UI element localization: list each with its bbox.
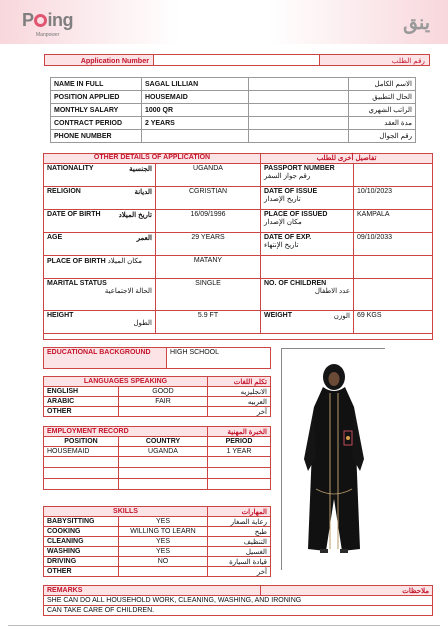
skill-cooking-ar: طبخ	[208, 527, 271, 537]
issue-date-label: DATE OF ISSUE	[264, 188, 318, 195]
application-number-value	[154, 54, 320, 66]
nationality-label-ar: الجنسية	[129, 166, 152, 173]
height-value: 5.9 FT	[156, 311, 261, 334]
other-details-table	[43, 153, 433, 340]
company-logo: P ing	[22, 10, 74, 30]
basic-info-table	[50, 77, 416, 143]
children-label-ar: عدد الاطفال	[314, 288, 350, 295]
place-issued-label-ar: مكان الإصدار	[264, 219, 302, 226]
languages-table	[43, 376, 271, 417]
employment-title: EMPLOYMENT RECORD	[44, 427, 208, 437]
education-table	[43, 347, 271, 369]
name-label-ar: الاسم الكامل	[349, 78, 416, 91]
column-header-period: PERIOD	[208, 437, 271, 447]
applicant-photo	[281, 348, 385, 570]
employment-period: 1 YEAR	[208, 447, 271, 457]
language-arabic-ar: العربيه	[208, 397, 271, 407]
language-english-level: GOOD	[119, 387, 208, 397]
section-header	[44, 507, 271, 517]
skill-other-level	[119, 567, 208, 577]
weight-label: WEIGHT	[264, 312, 292, 319]
language-arabic-level: FAIR	[119, 397, 208, 407]
place-issued-value: KAMPALA	[354, 210, 433, 233]
passport-label: PASSPORT NUMBER	[264, 165, 335, 172]
table-row	[44, 233, 433, 256]
position-label-ar: الحال التطبيق	[349, 91, 416, 104]
education-label: EDUCATIONAL BACKGROUND	[44, 348, 167, 369]
logo-subtitle: Manpower	[36, 32, 60, 38]
language-english: ENGLISH	[44, 387, 119, 397]
other-details-title-ar: تفاصيل أخرى للطلب	[261, 154, 433, 164]
logo-ring-icon	[34, 14, 47, 27]
section-header	[44, 377, 271, 387]
application-number-label-ar: رقم الطلب	[320, 54, 430, 66]
application-number-label: Application Number	[44, 54, 154, 66]
birth-place-value: MATANY	[156, 256, 261, 279]
skill-washing-ar: الغسيل	[208, 547, 271, 557]
children-value	[354, 279, 433, 311]
employment-table	[43, 426, 271, 490]
religion-label: RELIGION	[47, 188, 81, 195]
skill-driving-level: NO	[119, 557, 208, 567]
application-number-row	[44, 54, 430, 66]
exp-date-label: DATE OF EXP.	[264, 234, 312, 241]
contract-value: 2 YEARS	[142, 117, 249, 130]
table-row	[44, 557, 271, 567]
dob-label: DATE OF BIRTH	[47, 211, 101, 218]
skills-table	[43, 506, 271, 577]
section-header	[44, 154, 433, 164]
skill-washing-level: YES	[119, 547, 208, 557]
remarks-line-2: CAN TAKE CARE OF CHILDREN.	[44, 606, 433, 616]
issue-date-label-ar: تاريخ الإصدار	[264, 196, 301, 203]
skill-babysitting: BABYSITTING	[44, 517, 119, 527]
table-row	[44, 457, 271, 468]
section-header	[44, 586, 433, 596]
salary-value: 1000 QR	[142, 104, 249, 117]
remarks-table	[43, 585, 433, 616]
religion-label-ar: الديانة	[134, 189, 152, 196]
table-row	[44, 547, 271, 557]
phone-label: PHONE NUMBER	[51, 130, 142, 143]
height-label-ar: الطول	[133, 320, 152, 327]
table-row	[44, 479, 271, 490]
table-row	[44, 596, 433, 606]
languages-title-ar: تكلم اللغات	[208, 377, 271, 387]
place-issued-label: PLACE OF ISSUED	[264, 211, 328, 218]
table-row	[44, 517, 271, 527]
table-row	[44, 567, 271, 577]
section-header	[44, 427, 271, 437]
age-label-ar: العمر	[136, 235, 152, 242]
languages-title: LANGUAGES SPEAKING	[44, 377, 208, 387]
column-header-country: COUNTRY	[119, 437, 208, 447]
position-value: HOUSEMAID	[142, 91, 249, 104]
skill-driving: DRIVING	[44, 557, 119, 567]
language-other-level	[119, 407, 208, 417]
table-row	[44, 537, 271, 547]
table-row	[44, 348, 271, 369]
dob-label-ar: تاريخ الميلاد	[118, 212, 152, 219]
weight-value: 69 KGS	[354, 311, 433, 334]
table-row	[44, 210, 433, 233]
arabic-logo: ينق	[403, 13, 430, 34]
religion-value: CGRISTIAN	[156, 187, 261, 210]
skill-other: OTHER	[44, 567, 119, 577]
other-details-title: OTHER DETAILS OF APPLICATION	[44, 154, 261, 164]
age-label: AGE	[47, 234, 63, 241]
column-header-position: POSITION	[44, 437, 119, 447]
contract-label-ar: مدة العقد	[349, 117, 416, 130]
table-row	[44, 387, 271, 397]
skill-babysitting-ar: رعاية الصغار	[208, 517, 271, 527]
applicant-figure	[282, 349, 386, 571]
salary-label: MONTHLY SALARY	[51, 104, 142, 117]
language-other: OTHER	[44, 407, 119, 417]
table-row	[51, 130, 416, 143]
issue-date-value: 10/10/2023	[354, 187, 433, 210]
employment-position: HOUSEMAID	[44, 447, 119, 457]
marital-label: MARITAL STATUS	[47, 280, 107, 287]
remarks-title: REMARKS	[44, 586, 261, 596]
height-label: HEIGHT	[47, 312, 74, 319]
passport-label-ar: رقم جواز السفر	[264, 173, 311, 180]
weight-label-ar: الوزن	[333, 313, 350, 320]
skill-washing: WASHING	[44, 547, 119, 557]
language-arabic: ARABIC	[44, 397, 119, 407]
table-row	[44, 311, 433, 334]
nationality-label: NATIONALITY	[47, 165, 94, 172]
employment-title-ar: الخبرة المهنية	[208, 427, 271, 437]
skill-cleaning-ar: التنظيف	[208, 537, 271, 547]
dob-value: 16/09/1996	[156, 210, 261, 233]
birth-place-label: PLACE OF BIRTH	[47, 258, 106, 265]
marital-label-ar: الحالة الاجتماعية	[104, 288, 152, 295]
language-english-ar: الانجليزيه	[208, 387, 271, 397]
table-row	[44, 407, 271, 417]
table-row	[51, 91, 416, 104]
skill-cleaning: CLEANING	[44, 537, 119, 547]
birth-place-label-ar: مكان الميلاد	[107, 258, 143, 265]
phone-label-ar: رقم الجوال	[349, 130, 416, 143]
table-header-row	[44, 437, 271, 447]
contract-label: CONTRACT PERIOD	[51, 117, 142, 130]
salary-label-ar: الراتب الشهري	[349, 104, 416, 117]
skill-babysitting-level: YES	[119, 517, 208, 527]
marital-value: SINGLE	[156, 279, 261, 311]
table-row	[44, 397, 271, 407]
remarks-title-ar: ملاحظات	[260, 586, 432, 596]
language-other-ar: آخر	[208, 407, 271, 417]
table-row	[51, 78, 416, 91]
table-row	[44, 279, 433, 311]
exp-date-value: 09/10/2033	[354, 233, 433, 256]
table-row	[44, 606, 433, 616]
position-label: POSITION APPLIED	[51, 91, 142, 104]
children-label: NO. OF CHILDREN	[264, 280, 327, 287]
education-value: HIGH SCHOOL	[167, 348, 271, 369]
skill-cooking: COOKING	[44, 527, 119, 537]
skill-cleaning-level: YES	[119, 537, 208, 547]
table-row	[44, 256, 433, 279]
phone-value	[142, 130, 249, 143]
table-row	[44, 527, 271, 537]
skill-driving-ar: قيادة السيارة	[208, 557, 271, 567]
skills-title: SKILLS	[44, 507, 208, 517]
skill-other-ar: آخر	[208, 567, 271, 577]
employment-country: UGANDA	[119, 447, 208, 457]
page-divider	[8, 625, 440, 626]
skill-cooking-level: WILLING TO LEARN	[119, 527, 208, 537]
table-row	[44, 187, 433, 210]
passport-value	[354, 164, 433, 187]
table-row	[51, 117, 416, 130]
table-row	[44, 447, 271, 457]
name-value: SAGAL LILLIAN	[142, 78, 249, 91]
table-row	[51, 104, 416, 117]
table-row	[44, 164, 433, 187]
age-value: 29 YEARS	[156, 233, 261, 256]
exp-date-label-ar: تاريخ الإنتهاء	[264, 242, 299, 249]
name-label: NAME IN FULL	[51, 78, 142, 91]
nationality-value: UGANDA	[156, 164, 261, 187]
skills-title-ar: المهارات	[208, 507, 271, 517]
table-row	[44, 468, 271, 479]
remarks-line-1: SHE CAN DO ALL HOUSEHOLD WORK, CLEANING, WASHING, AND IRONING	[44, 596, 433, 606]
